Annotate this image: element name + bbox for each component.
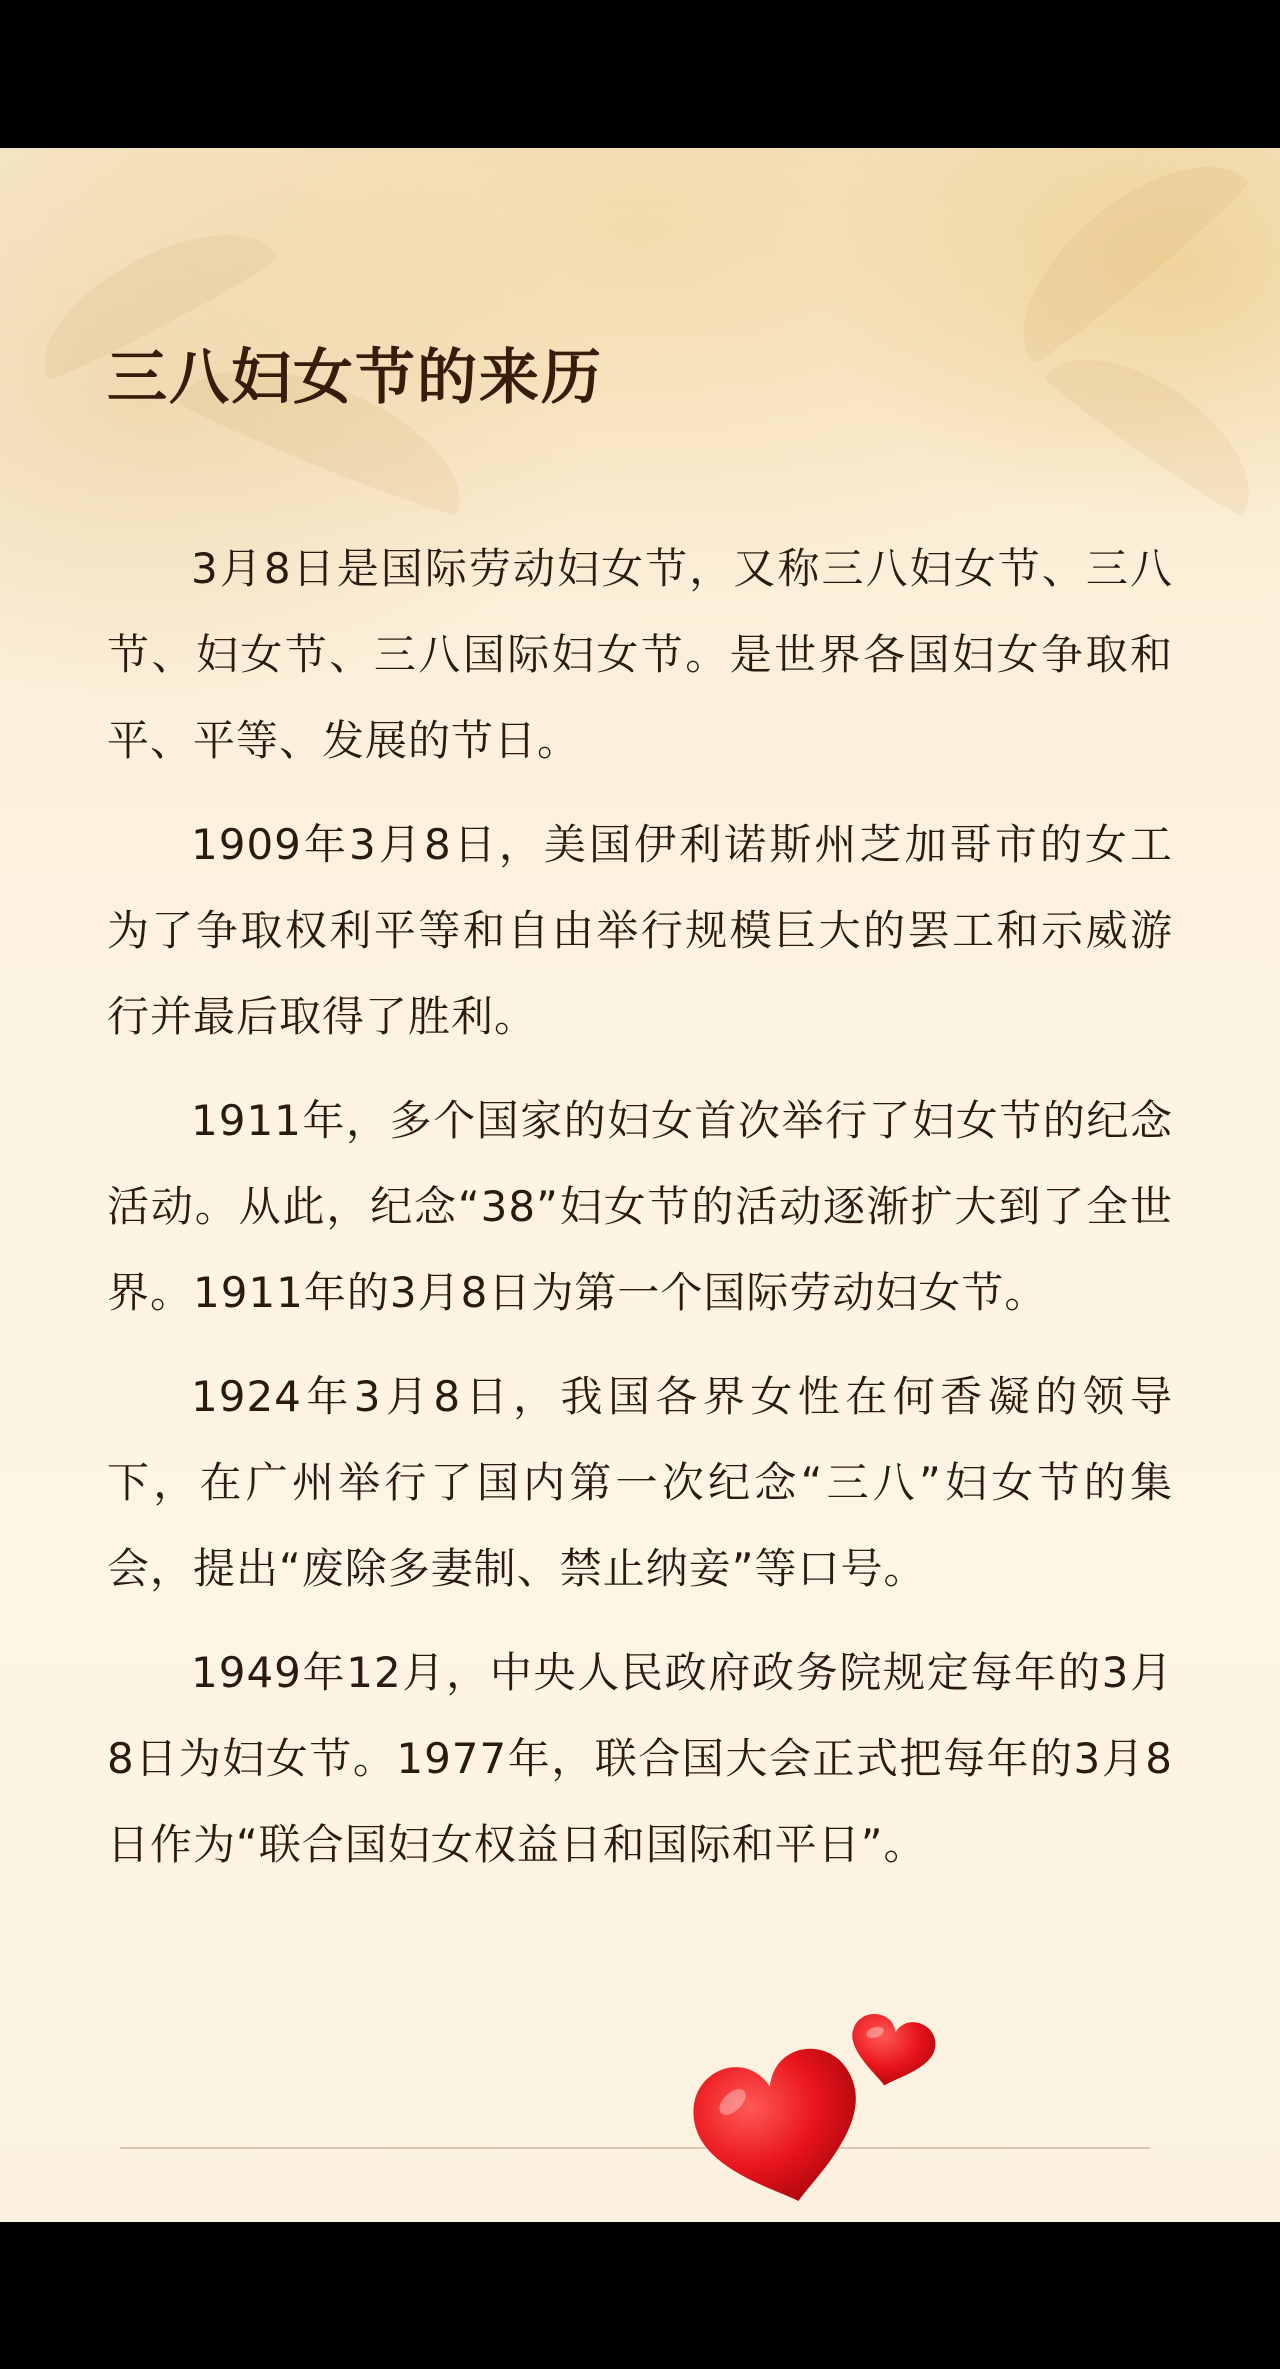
page-title: 三八妇女节的来历 [107, 343, 603, 413]
article-body [107, 526, 1173, 1906]
paragraph-2: 1909年3月8日，美国伊利诺斯州芝加哥市的女工为了争取权利平等和自由举行规模巨大的罢工和示威游行并最后取得了胜利。 [107, 820, 1173, 1041]
bottom-letterbox [0, 2222, 1280, 2369]
article-card [0, 148, 1280, 2222]
top-letterbox [0, 0, 1280, 148]
background-leaf [1042, 326, 1279, 521]
background-leaf [987, 148, 1253, 369]
paragraph-5: 1949年12月，中央人民政府政务院规定每年的3月8日为妇女节。1977年，联合国大会正式把每年的3月8日作为“联合国妇女权益日和国际和平日”。 [107, 1648, 1173, 1869]
paragraph-4: 1924年3月8日，我国各界女性在何香凝的领导下，在广州举行了国内第一次纪念“三八”妇女节的集会，提出“废除多妻制、禁止纳妾”等口号。 [107, 1372, 1173, 1593]
hearts-icon [690, 1993, 940, 2218]
paragraph-1: 3月8日是国际劳动妇女节，又称三八妇女节、三八节、妇女节、三八国际妇女节。是世界各国妇女争取和平、平等、发展的节日。 [107, 544, 1173, 765]
divider-line [120, 2147, 1150, 2149]
paragraph-3: 1911年，多个国家的妇女首次举行了妇女节的纪念活动。从此，纪念“38”妇女节的活动逐渐扩大到了全世界。1911年的3月8日为第一个国际劳动妇女节。 [107, 1096, 1173, 1317]
